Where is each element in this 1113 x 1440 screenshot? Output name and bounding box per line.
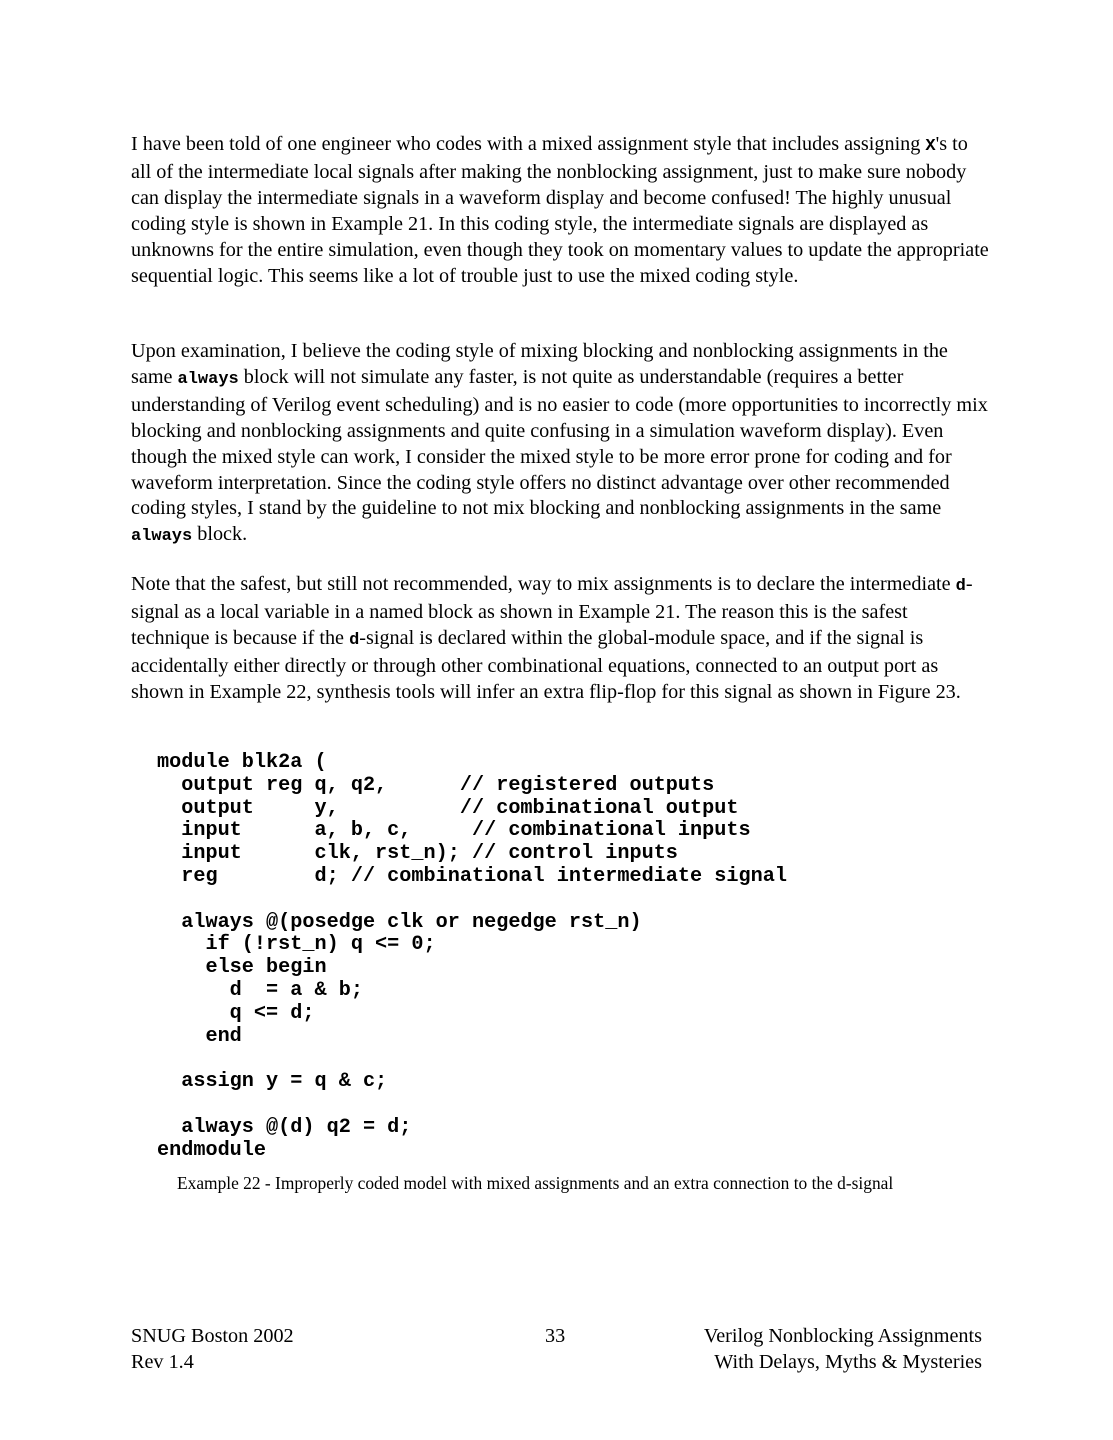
inline-code-d: d [349, 630, 360, 650]
footer-left [131, 1323, 294, 1375]
page-number: 33 [545, 1325, 566, 1347]
code-line: assign y = q & c; [157, 1070, 388, 1094]
code-line: q <= d; [157, 1001, 315, 1025]
text-run: -signal is declared within the global-module space, and if the signal is accidentally either directly or through other combinational equations, connected to an output port as shown in Example 22, synthesis tools will infer an extra flip-flop for this signal as shown in Figure 23. [131, 626, 961, 703]
text-run: 's to all of the intermediate local signals after making the nonblocking assignment, just to make sure nobody can display the intermediate signals in a waveform display and become confused! The highly unusual coding style is shown in Example 21. In this coding style, the intermediate signals are displayed as unknowns for the entire simulation, even though they took on momentary values to update the appropriate sequential logic. This seems like a lot of trouble just to use the mixed coding style. [131, 133, 989, 287]
footer-right [704, 1323, 982, 1375]
code-line: endmodule [157, 1138, 267, 1162]
code-line: input a, b, c, // combinational inputs [157, 819, 751, 843]
code-line: else begin [157, 956, 327, 980]
verilog-code-listing [157, 752, 787, 1162]
footer-revision: Rev 1.4 [131, 1351, 194, 1373]
code-line: module blk2a ( [157, 751, 327, 774]
text-run: I have been told of one engineer who codes with a mixed assignment style that includes assigning [131, 133, 926, 155]
inline-code-d: d [955, 577, 966, 596]
code-line: always @(d) q2 = d; [157, 1115, 412, 1139]
text-run: Note that the safest, but still not recommended, way to mix assignments is to declare the intermediate [131, 573, 956, 595]
inline-code-always: always [177, 369, 239, 389]
text-run: block. [192, 523, 248, 546]
code-line: if (!rst_n) q <= 0; [157, 933, 436, 957]
code-line: output reg q, q2, // registered outputs [157, 773, 715, 797]
text-run: -signal as a local variable in a named block as shown in Example 21. The reason this is the safest technique is because if the [131, 573, 973, 649]
footer-conference: SNUG Boston 2002 [131, 1325, 294, 1347]
footer-title-line2: With Delays, Myths & Mysteries [714, 1351, 982, 1373]
code-line: output y, // combinational output [157, 796, 739, 820]
code-line: always @(posedge clk or negedge rst_n) [157, 910, 642, 934]
code-line: d = a & b; [157, 978, 363, 1002]
code-line: reg d; // combinational intermediate signal [157, 864, 787, 888]
paragraph-examination [131, 339, 991, 550]
footer-title-line1: Verilog Nonblocking Assignments [703, 1325, 982, 1347]
code-line [157, 1048, 787, 1071]
text-run: Upon examination, I believe the coding style of mixing blocking and nonblocking assignments in the same [131, 340, 948, 388]
paragraph-safest-way [131, 572, 991, 706]
inline-code-x: X [925, 137, 936, 156]
text-run: block will not simulate any faster, is not quite as understandable (requires a better understanding of Verilog event scheduling) and is no easier to code (more opportunities to incorrectly mix blocking and nonblocking assignments and quite confusing in a simulation waveform display). Even though the mixed style can work, I consider the mixed style to be more error prone for coding and for waveform interpretation. Since the coding style offers no distinct advantage over other recommended coding styles, I stand by the guideline to not mix blocking and nonblocking assignments in the same [131, 365, 988, 520]
paragraph-mixed-style-engineer [131, 132, 991, 289]
code-line [157, 1094, 787, 1117]
inline-code-always: always [131, 527, 193, 547]
code-line: input clk, rst_n); // control inputs [157, 842, 678, 866]
example-caption: Example 22 - Improperly coded model with mixed assignments and an extra connection to the d-signal [177, 1173, 894, 1193]
code-line [157, 889, 787, 912]
code-line: end [157, 1024, 242, 1048]
